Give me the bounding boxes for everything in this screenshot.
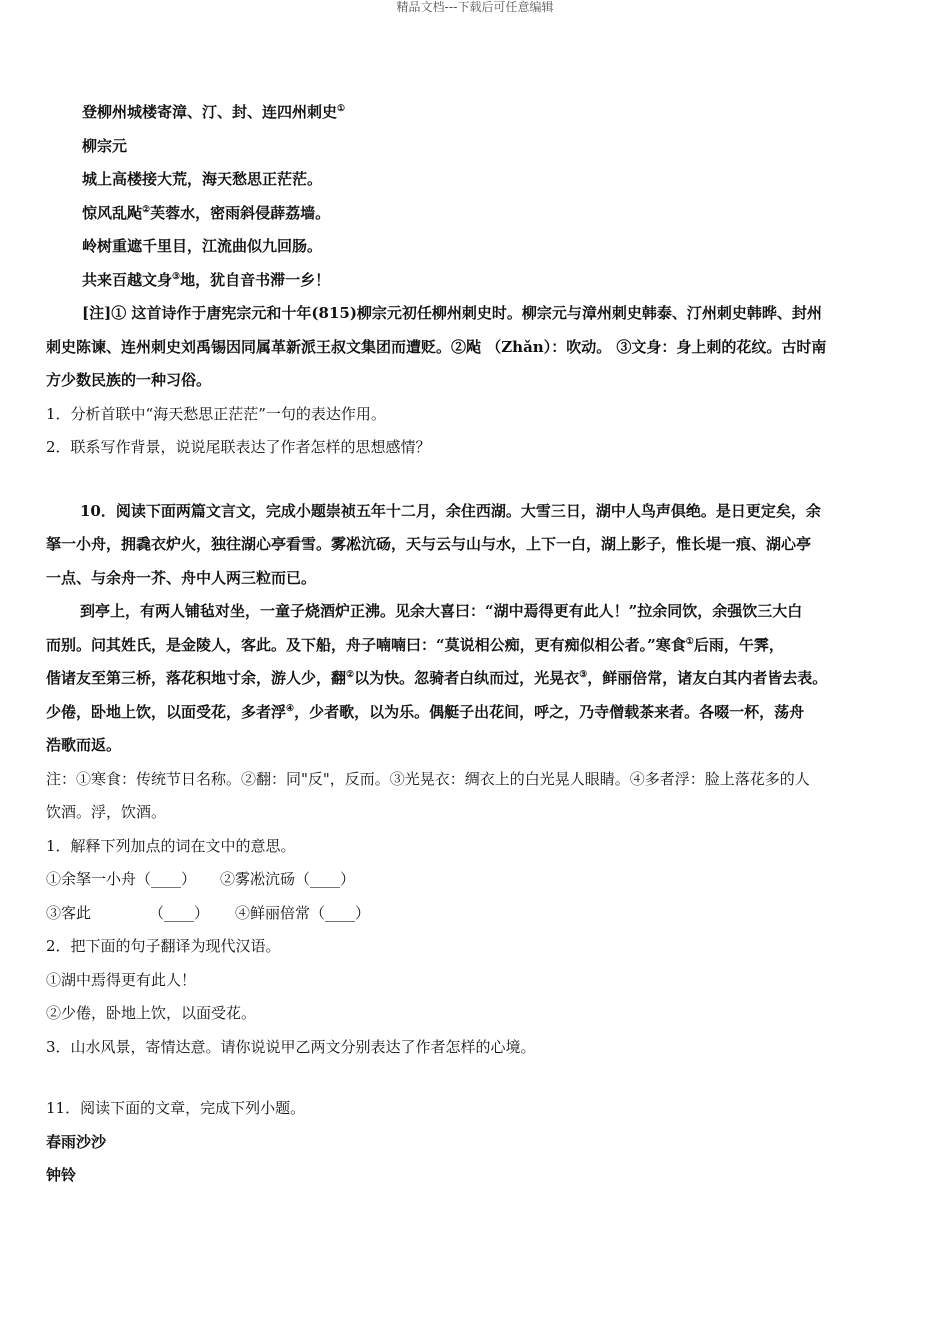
q10-para1-line-1: 10．阅读下面两篇文言文，完成小题崇祯五年十二月，余住西湖。大雪三日，湖中人鸟声俱绝。是日更定矣，余: [80, 501, 821, 520]
q10-q3: 3．山水风景，寄情达意。请你说说甲乙两文分别表达了作者怎样的心境。: [46, 1037, 536, 1056]
poem-note-line-2: 刺史陈谏、连州刺史刘禹锡因同属革新派王叔文集团而遭贬。②飐 （Zhǎn）：吹动。 ③文身：身上刺的花纹。古时南: [46, 337, 827, 356]
q10-q2-item-1: ①湖中焉得更有此人！: [46, 970, 197, 989]
page-header: 精品文档---下载后可任意编辑: [396, 0, 554, 14]
q10-para2-line-3c: ，鲜丽倍常，诸友白其内者皆去表。: [587, 669, 828, 687]
q10-para2-line-5: 浩歌而返。: [46, 736, 122, 754]
q11-title: 春雨沙沙: [46, 1132, 107, 1151]
q11-intro: 11．阅读下面的文章，完成下列小题。: [46, 1099, 306, 1117]
poem-line-4a: 共来百越文身: [82, 270, 173, 289]
q10-note-mark-4: ④: [286, 703, 295, 714]
q10-q1-row-2: [46, 897, 918, 931]
poem-line-2a: 惊风乱飐: [82, 203, 143, 222]
spacer: [46, 465, 918, 495]
q10-para2-line-4b: ，少者歌，以为乐。偶艇子出花间，呼之，乃寺僧载茶来者。各啜一杯，荡舟: [294, 702, 805, 721]
q10-note-mark-1: ①: [685, 636, 694, 647]
poem-note-line-1: [注]① 这首诗作于唐宪宗元和十年(815)柳宗元初任柳州刺史时。柳宗元与漳州刺史韩泰、汀州刺史韩晔、封州: [82, 304, 822, 322]
q10-para2-line-2a: 而别。问其姓氏，是金陵人，客此。及下船，舟子喃喃曰：“莫说相公痴，更有痴似相公者。”寒食: [46, 635, 686, 654]
q10-para2-line-3b: 以为快。忽骑者白纨而过，光晃衣: [354, 669, 580, 687]
poem-note-mark-2: ②: [142, 204, 151, 215]
q10-para2-line-2: [46, 629, 918, 663]
poem-line-3: 岭树重遮千里目，江流曲似九回肠。: [82, 237, 323, 255]
poem-line-4: [46, 264, 918, 298]
q10-q1-row-1: [46, 863, 918, 897]
q10-q1-title: 1．解释下列加点的词在文中的意思。: [46, 836, 296, 855]
poem-line-2b: 芙蓉水，密雨斜侵薜荔墙。: [150, 203, 331, 222]
poem-note-mark-3: ③: [172, 271, 181, 282]
poem-title-text: 登柳州城楼寄漳、汀、封、连四州刺史: [82, 103, 338, 121]
q10-q1-item-3-blank: （____）: [149, 903, 210, 922]
q10-para2-line-4: [46, 696, 918, 730]
poem-line-2: [46, 197, 918, 231]
poem-title-note: ①: [337, 104, 346, 114]
q10-note-line-1: 注：①寒食：传统节日名称。②翻：同"反"，反而。③光晃衣：绸衣上的白光晃人眼睛。④多者浮：脸上落花多的人: [46, 769, 810, 788]
q10-note-mark-3: ③: [579, 670, 588, 680]
q10-q2-item-2: ②少倦，卧地上饮，以面受花。: [46, 1004, 257, 1022]
q10-q1-item-4: ④鲜丽倍常（____）: [235, 903, 371, 922]
q10-note-mark-2: ②: [346, 670, 355, 680]
q10-q1-item-1: ①余拏一小舟（____）: [46, 870, 197, 888]
q11-author: 钟铃: [46, 1166, 77, 1184]
spacer: [46, 1064, 918, 1092]
poem-question-2: 2．联系写作背景，说说尾联表达了作者怎样的思想感情？: [46, 438, 431, 456]
poem-question-1: 1．分析首联中“海天愁思正茫茫”一句的表达作用。: [46, 404, 386, 423]
q10-q1-item-3: ③客此: [46, 903, 92, 922]
q10-para2-line-3a: 偕诸友至第三桥，落花积地寸余，游人少，翻: [46, 669, 347, 687]
document-body: [46, 96, 918, 1193]
poem-line-4b: 地，犹自音书滞一乡！: [180, 270, 331, 289]
q10-note-line-2: 饮酒。浮，饮酒。: [46, 803, 167, 821]
q10-q1-item-2: ②雾凇沆砀（____）: [220, 870, 356, 888]
poem-author: 柳宗元: [82, 136, 128, 155]
q10-para1-line-2: 拏一小舟，拥毳衣炉火，独往湖心亭看雪。雾凇沆砀，天与云与山与水，上下一白，湖上影子，惟长堤一痕、湖心亭: [46, 535, 812, 553]
q10-para2-line-2b: 后雨，午霁，: [693, 635, 784, 654]
poem-line-1: 城上高楼接大荒，海天愁思正茫茫。: [82, 170, 323, 188]
poem-title: [46, 96, 918, 130]
q10-para1-line-3: 一点、与余舟一芥、舟中人两三粒而已。: [46, 568, 317, 587]
q10-para2-line-1: 到亭上，有两人铺毡对坐，一童子烧酒炉正沸。见余大喜曰：“湖中焉得更有此人！”拉余同饮，余强饮三大白: [80, 602, 803, 620]
q10-para2-line-3: [46, 662, 918, 696]
q10-para2-line-4a: 少倦，卧地上饮，以面受花，多者浮: [46, 702, 287, 721]
poem-note-line-3: 方少数民族的一种习俗。: [46, 371, 212, 389]
q10-q2-title: 2．把下面的句子翻译为现代汉语。: [46, 937, 281, 955]
